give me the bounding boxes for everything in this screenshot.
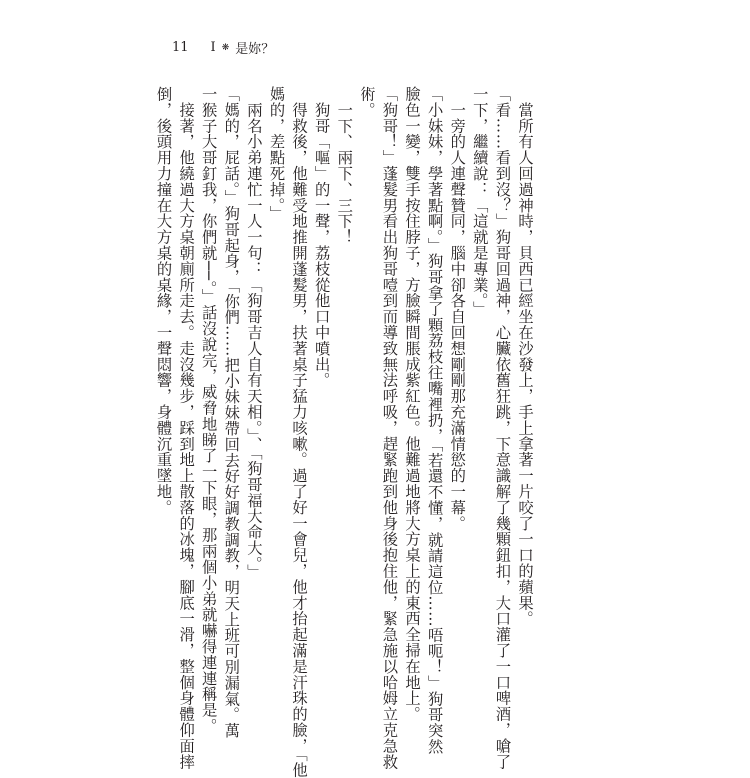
text-line: 倒，後頭用力撞在大方桌的桌緣，一聲悶響，身體沉重墜地。 [154, 86, 173, 516]
body-text [152, 86, 536, 778]
text-line: 一旁的人連聲贊同，腦中卻各自回想剛剛那充滿情慾的一幕。 [448, 86, 467, 532]
running-header [172, 38, 274, 57]
text-line: 術。 [357, 86, 376, 118]
text-line: 當所有人回過神時，貝西已經坐在沙發上，手上拿著一片咬了一口的蘋果。 [516, 86, 534, 627]
chapter-ornament-icon: ❋ [221, 42, 230, 53]
text-line: 一下、兩下、三下！ [335, 86, 354, 245]
text-line: 「看……看到沒？」狗哥回過神，心臟依舊狂跳，下意識解了幾顆鈕扣，大口灌了一口啤酒，嗆了 [493, 86, 512, 770]
text-line: 狗哥「嘔」的一聲，荔枝從他口中噴出。 [312, 86, 331, 389]
chapter-title: 是妳？ [235, 42, 275, 57]
chapter-number: I [210, 40, 216, 55]
text-line: 「媽的，屁話。」狗哥起身，「你們……把小妹妹帶回去好好調教調教，明天上班可別漏氣。萬 [222, 86, 241, 739]
text-line: 媽的，差點死掉。」 [267, 86, 286, 222]
text-line: 得救後，他難受地推開蓬髮男，扶著桌子猛力咳嗽。過了好一會兒，他才抬起滿是汗珠的臉，「他 [290, 86, 309, 778]
text-line: 「狗哥！」蓬髮男看出狗哥噎到而導致無法呼吸，趕緊跑到他身後抱住他，緊急施以哈姆立克急救 [380, 86, 399, 770]
text-line: 兩名小弟連忙一人一句：「狗哥吉人自有天相。」、「狗哥福大命大。」 [244, 86, 263, 581]
page-number: 11 [172, 40, 189, 55]
text-line: 接著，他繞過大方桌朝廁所走去。走沒幾步，踩到地上散落的冰塊，腳底一滑，整個身體仰面摔 [177, 86, 196, 770]
text-line: 臉色一變，雙手按住脖子，方臉瞬間脹成紫紅色。他難過地將大方桌上的東西全掃在地上。 [403, 86, 422, 722]
text-line: 一下，繼續說：「這就是專業。」 [470, 86, 489, 317]
text-line: 「小妹妹，學著點啊。」狗哥拿了顆荔枝往嘴裡扔，「若還不懂，就請這位……唔呃！」狗哥突然 [425, 86, 444, 755]
text-line: 一猴子大哥釘我，你們就──。」話沒說完，威脅地睇了一下眼，那兩個小弟就嚇得連連稱是。 [199, 86, 218, 734]
